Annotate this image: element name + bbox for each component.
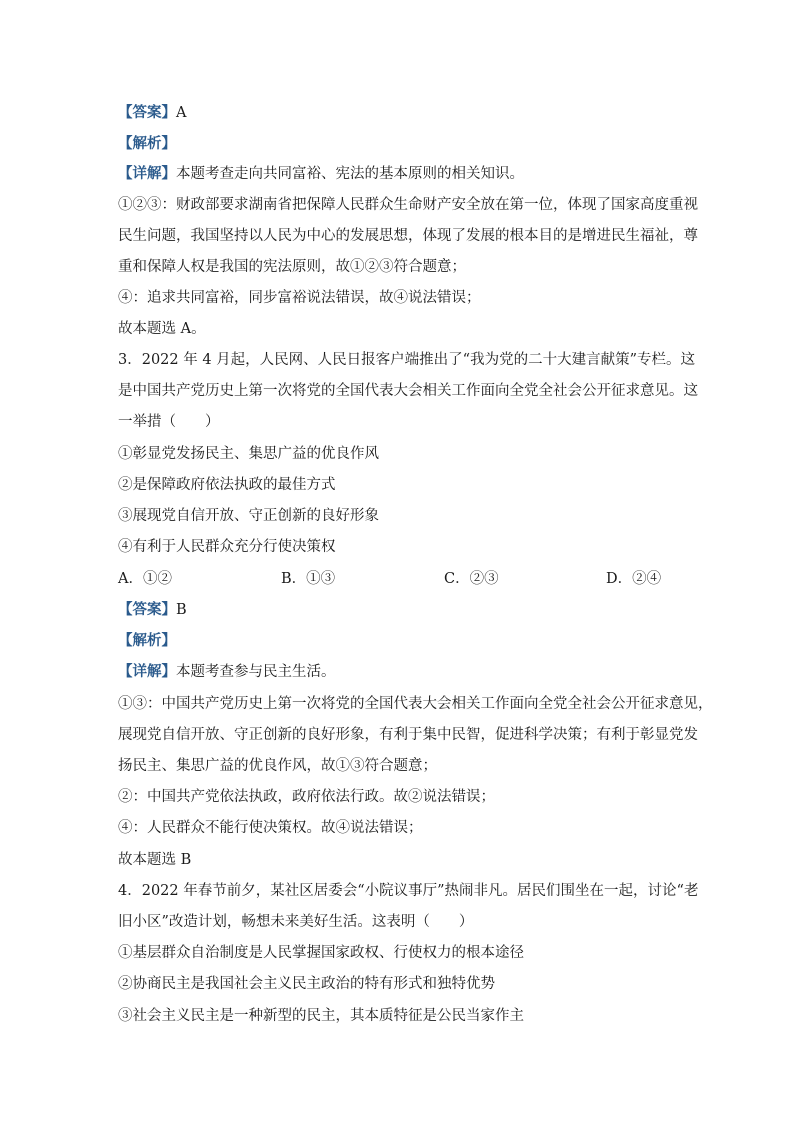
q3-answer-value: B bbox=[176, 602, 187, 618]
q3-explanation-line: 扬民主、集思广益的优良作风，故①③符合题意； bbox=[118, 758, 437, 774]
q3-detail-tag: 【详解】 bbox=[118, 663, 176, 680]
q2-explanation-line: 重和保障人权是我国的宪法原则，故①②③符合题意； bbox=[118, 259, 466, 275]
q3-answer-line bbox=[118, 600, 688, 620]
q2-explanation-line: 民生问题，我国坚持以人民为中心的发展思想，体现了发展的根本目的是增进民生福祉，尊 bbox=[118, 228, 698, 244]
q3-conclusion-line: 故本题选 B bbox=[118, 852, 192, 868]
q4-statement-item: ③社会主义民主是一种新型的民主，其本质特征是公民当家作主 bbox=[118, 1008, 524, 1024]
q3-statement-item: ③展现党自信开放、守正创新的良好形象 bbox=[118, 508, 379, 524]
q2-answer-tag: 【答案】 bbox=[118, 104, 176, 121]
q3-detail-line bbox=[118, 662, 688, 682]
q3-explanation-line: ①③：中国共产党历史上第一次将党的全国代表大会相关工作面向全党全社会公开征求意见， bbox=[118, 696, 713, 712]
q2-explanation-line: ④：追求共同富裕，同步富裕说法错误，故④说法错误； bbox=[118, 290, 481, 306]
q3-option-d: D．②④ bbox=[606, 571, 662, 587]
q2-explanation-line: ①②③：财政部要求湖南省把保障人民群众生命财产安全放在第一位，体现了国家高度重视 bbox=[118, 197, 698, 213]
q4-statement-item: ①基层群众自治制度是人民掌握国家政权、行使权力的根本途径 bbox=[118, 945, 524, 961]
q4-statement-item: ②协商民主是我国社会主义民主政治的特有形式和独特优势 bbox=[118, 976, 495, 992]
q2-answer-line bbox=[118, 103, 688, 123]
q3-explanation-line: ④：人民群众不能行使决策权。故④说法错误； bbox=[118, 820, 423, 836]
q2-detail-line bbox=[118, 164, 688, 184]
q4-stem-line: 旧小区”改造计划，畅想未来美好生活。这表明（ ） bbox=[118, 914, 474, 930]
q2-analysis-tag: 【解析】 bbox=[118, 135, 176, 152]
q3-answer-tag: 【答案】 bbox=[118, 601, 176, 618]
q3-statement-item: ④有利于人民群众充分行使决策权 bbox=[118, 539, 336, 555]
q3-options-row bbox=[118, 569, 688, 589]
q3-explanation-line: 展现党自信开放、守正创新的良好形象，有利于集中民智，促进科学决策；有利于彰显党发 bbox=[118, 727, 698, 743]
q3-statement-item: ②是保障政府依法执政的最佳方式 bbox=[118, 477, 336, 493]
q3-stem-line: 3．2022 年 4 月起，人民网、人民日报客户端推出了“我为党的二十大建言献策”专栏。这 bbox=[118, 352, 696, 368]
q2-detail-tag: 【详解】 bbox=[118, 165, 176, 182]
q3-statement-item: ①彰显党发扬民主、集思广益的优良作风 bbox=[118, 446, 379, 462]
q2-analysis-line bbox=[118, 134, 688, 154]
q3-analysis-line bbox=[118, 631, 688, 651]
q3-option-a: A．①② bbox=[118, 571, 172, 587]
q2-conclusion-line: 故本题选 A。 bbox=[118, 321, 206, 337]
q3-option-c: C．②③ bbox=[444, 571, 499, 587]
q3-analysis-tag: 【解析】 bbox=[118, 632, 176, 649]
q3-explanation-line: ②：中国共产党依法执政，政府依法行政。故②说法错误； bbox=[118, 789, 495, 805]
q4-stem-line: 4．2022 年春节前夕，某社区居委会“小院议事厅”热闹非凡。居民们围坐在一起，讨论“老 bbox=[118, 883, 699, 899]
q2-detail-intro: 本题考查走向共同富裕、宪法的基本原则的相关知识。 bbox=[176, 166, 524, 182]
q3-detail-intro: 本题考查参与民主生活。 bbox=[176, 664, 336, 680]
q3-option-b: B．①③ bbox=[281, 571, 336, 587]
q3-stem-line: 是中国共产党历史上第一次将党的全国代表大会相关工作面向全党全社会公开征求意见。这 bbox=[118, 383, 698, 399]
q2-answer-value: A bbox=[176, 105, 187, 121]
q3-stem-line: 一举措（ ） bbox=[118, 414, 220, 430]
